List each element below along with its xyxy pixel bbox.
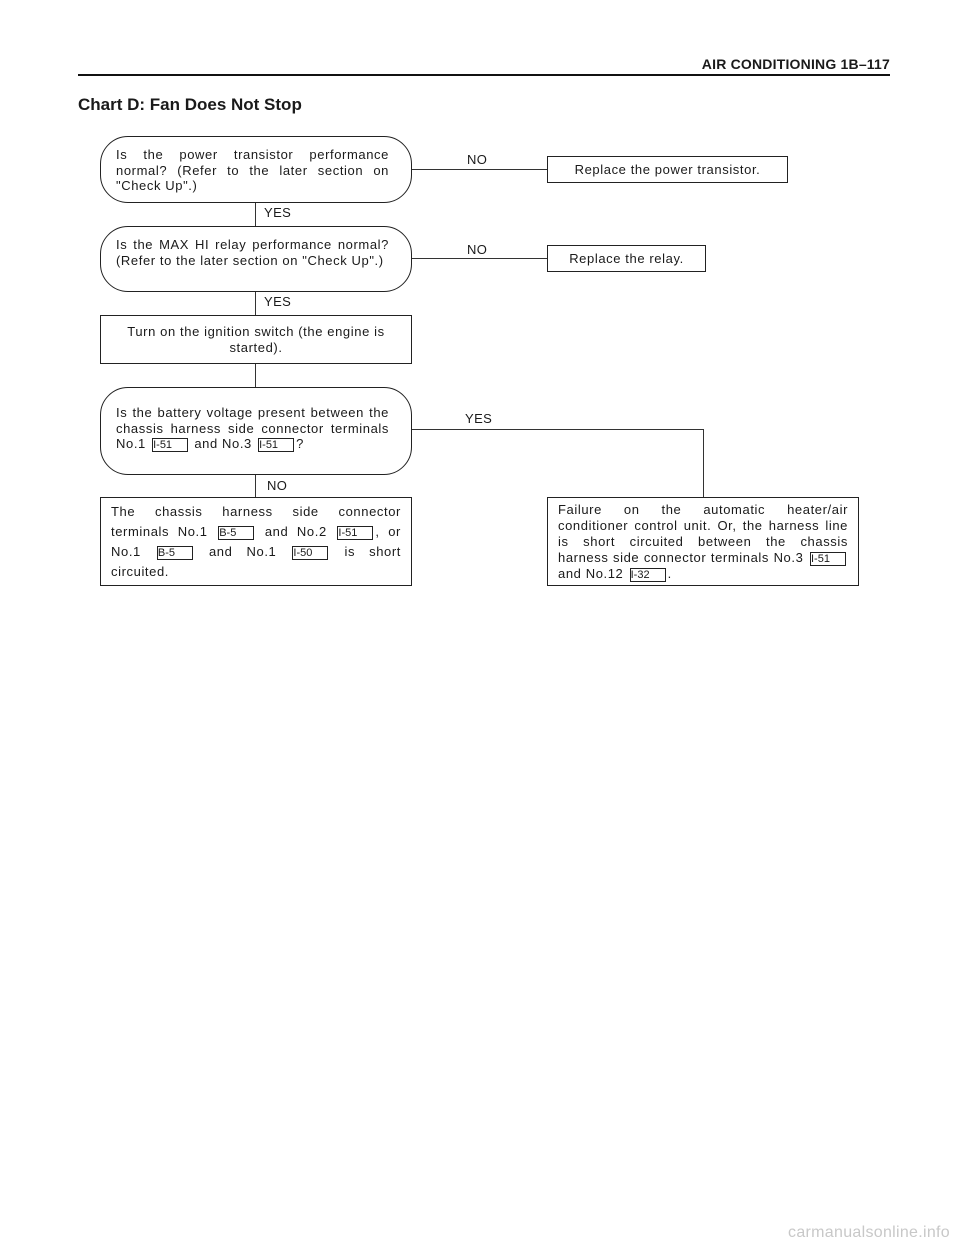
page-header-title: AIR CONDITIONING 1B–117: [701, 56, 890, 72]
action-replace-power-transistor-text: Replace the power transistor.: [574, 162, 761, 177]
connector-label: B-5: [218, 526, 254, 540]
result-short-circuit-text: and No.1: [208, 544, 277, 559]
label-q2-yes: YES: [264, 294, 292, 309]
label-q3-no: NO: [267, 478, 288, 493]
connector-label: I-50: [292, 546, 328, 560]
decision-battery-voltage-text: and No.3: [194, 436, 252, 451]
label-q3-yes: YES: [465, 411, 493, 426]
line-q1-no: [411, 169, 547, 170]
step-ignition-on-text: Turn on the ignition switch (the engine is started).: [127, 324, 385, 355]
line-q2-yes: [255, 291, 256, 315]
connector-label: I-51: [337, 526, 373, 540]
decision-power-transistor-text: Is the power transistor performance normal? (Refer to the later section on "Check Up".): [116, 147, 389, 193]
label-q1-no: NO: [467, 152, 488, 167]
step-ignition-on: [100, 315, 412, 364]
action-replace-relay-text: Replace the relay.: [569, 251, 684, 266]
decision-battery-voltage-text: ?: [296, 436, 304, 451]
connector-label: I-51: [152, 438, 188, 452]
connector-label: B-5: [157, 546, 193, 560]
decision-battery-voltage: [100, 387, 412, 475]
label-q2-no: NO: [467, 242, 488, 257]
result-short-circuit-text: and No.2: [264, 524, 327, 539]
result-control-unit-failure-text: and No.12: [558, 566, 624, 581]
label-q1-yes: YES: [264, 205, 292, 220]
decision-battery-voltage-text: Is the battery voltage present between the chassis harness side connector terminals No.1: [116, 405, 389, 451]
watermark-text: carmanualsonline.info: [788, 1224, 950, 1241]
header-rule: [78, 74, 890, 76]
line-ign-q3: [255, 363, 256, 387]
decision-max-hi-relay-text: Is the MAX HI relay performance normal? (Refer to the later section on "Check Up".): [116, 237, 389, 268]
result-short-circuit-text: is short circuited.: [111, 544, 402, 579]
result-control-unit-failure: [547, 497, 859, 586]
result-control-unit-failure-text: Failure on the automatic heater/air conditioner control unit. Or, the harness line is short circuited between the chassis harness side connector terminals No.3: [558, 502, 848, 565]
connector-label: I-32: [630, 568, 666, 582]
result-short-circuit-text: The chassis harness side connector terminals No.1: [111, 504, 401, 539]
line-q3-no: [255, 474, 256, 497]
line-q2-no: [411, 258, 547, 259]
action-replace-power-transistor: [547, 156, 788, 183]
result-short-circuit-text: , or No.1: [111, 524, 401, 559]
result-control-unit-failure-text: .: [667, 566, 672, 581]
result-short-circuit: [100, 497, 412, 586]
connector-label: I-51: [258, 438, 294, 452]
line-q1-yes: [255, 202, 256, 226]
connector-label: I-51: [810, 552, 846, 566]
chart-title: Chart D: Fan Does Not Stop: [78, 95, 302, 114]
line-q3-yes-down: [703, 429, 704, 497]
action-replace-relay: [547, 245, 706, 272]
decision-power-transistor: [100, 136, 412, 203]
decision-max-hi-relay: [100, 226, 412, 292]
line-q3-yes: [411, 429, 704, 430]
